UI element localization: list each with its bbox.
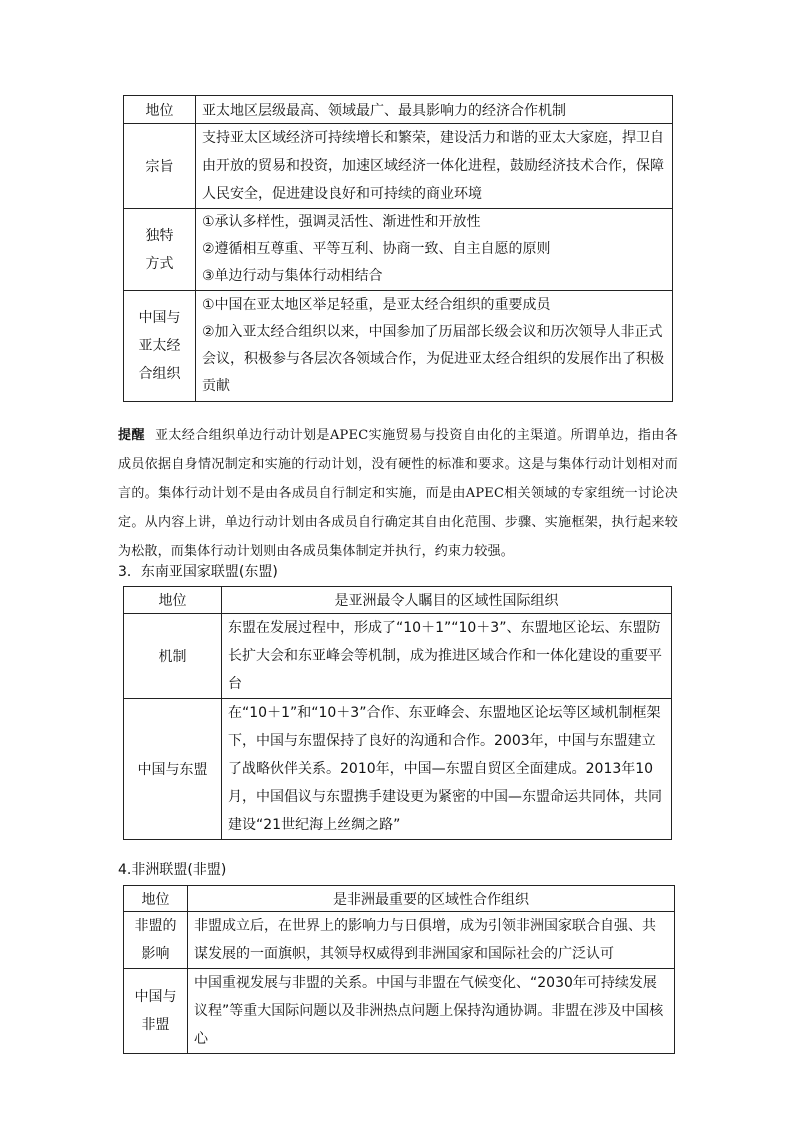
label-line: 合组织 [138,366,181,382]
table-row [124,291,673,402]
row-text: 非盟成立后，在世界上的影响力与日俱增，成为引领非洲国家联合自强、共谋发展的一面旗帜，其领导权威得到非洲国家和国际社会的广泛认可 [188,912,675,969]
table-row [124,124,673,209]
row-label [124,209,196,291]
au-heading: 4.非洲联盟(非盟) [118,862,227,878]
reminder-note [118,421,678,566]
label-line: 方式 [145,255,174,272]
label-line: 独特 [145,227,174,244]
row-text: 中国重视发展与非盟的关系。中国与非盟在气候变化、“2030年可持续发展议程”等重大国际问题以及非洲热点问题上保持沟通协调。非盟在涉及中国核心 [188,969,675,1054]
row-text: 东盟在发展过程中，形成了“10＋1”“10＋3”、东盟地区论坛、东盟防长扩大会和东亚峰会等机制，成为推进区域合作和一体化建设的重要平台 [222,614,672,699]
row-label: 地位 [124,886,188,912]
label-line: 非盟 [141,1017,170,1033]
row-label [124,969,188,1054]
asean-table [123,586,672,840]
row-label: 中国与东盟 [124,699,222,840]
row-text [196,209,673,291]
label-line: 非盟的 [134,918,177,934]
table-row [124,969,675,1054]
table-row [124,587,672,614]
au-table [123,885,675,1054]
table-row [124,614,672,699]
row-text: 是亚洲最令人瞩目的区域性国际组织 [222,587,672,614]
row-text: 亚太地区层级最高、领域最广、最具影响力的经济合作机制 [196,96,673,124]
row-text: 支持亚太区域经济可持续增长和繁荣，建设活力和谐的亚太大家庭，捍卫自由开放的贸易和投资，加速区域经济一体化进程，鼓励经济技术合作，保障人民安全，促进建设良好和可持续的商业环境 [196,124,673,209]
label-line: 中国与 [138,310,181,326]
row-label [124,912,188,969]
list-item: ②加入亚太经合组织以来，中国参加了历届部长级会议和历次领导人非正式会议，积极参与各层次各领域合作，为促进亚太经合组织的发展作出了积极贡献 [202,324,664,394]
list-item: ②遵循相互尊重、平等互利、协商一致、自主自愿的原则 [202,241,551,257]
asean-heading: 3．东南亚国家联盟(东盟) [118,564,278,580]
row-label [124,291,196,402]
row-label: 地位 [124,96,196,124]
list-item: ①中国在亚太地区举足轻重，是亚太经合组织的重要成员 [202,297,551,313]
label-line: 影响 [141,946,170,962]
row-text [196,291,673,402]
table-row [124,96,673,124]
list-item: ①承认多样性，强调灵活性、渐进性和开放性 [202,214,481,230]
table-row [124,912,675,969]
list-item: ③单边行动与集体行动相结合 [202,268,383,284]
row-label: 地位 [124,587,222,614]
row-label: 机制 [124,614,222,699]
label-line: 亚太经 [138,338,181,354]
label-line: 中国与 [134,989,177,1005]
row-text: 是非洲最重要的区域性合作组织 [188,886,675,912]
row-label: 宗旨 [124,124,196,209]
row-text: 在“10＋1”和“10＋3”合作、东亚峰会、东盟地区论坛等区域机制框架下，中国与东盟保持了良好的沟通和合作。2003年，中国与东盟建立了战略伙伴关系。2010年，中国—东盟自贸区全面建成。2013年10月，中国倡议与东盟携手建设更为紧密的中国—东盟命运共同体，共同建设“21世纪海上丝绸之路” [222,699,672,840]
table-row [124,886,675,912]
note-text: 亚太经合组织单边行动计划是APEC实施贸易与投资自由化的主渠道。所谓单边，指由各成员依据自身情况制定和实施的行动计划，没有硬性的标准和要求。这是与集体行动计划相对而言的。集体行动计划不是由各成员自行制定和实施，而是由APEC相关领域的专家组统一讨论决定。从内容上讲，单边行动计划由各成员自行确定其自由化范围、步骤、实施框架，执行起来较为松散，而集体行动计划则由各成员集体制定并执行，约束力较强。 [118,428,678,559]
note-label: 提醒 [118,428,145,443]
table-row [124,209,673,291]
table-row [124,699,672,840]
apec-table [123,95,673,402]
